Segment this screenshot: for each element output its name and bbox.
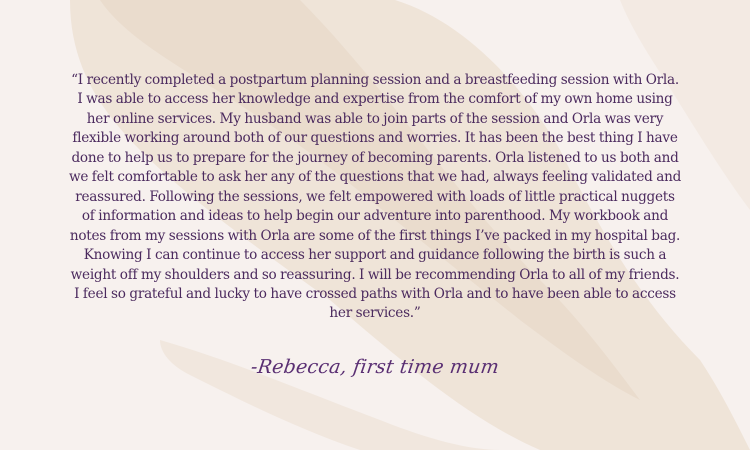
testimonial-signature: -Rebecca, first time mum xyxy=(249,356,501,378)
testimonial-quote: “I recently completed a postpartum planning session and a breastfeeding session with Orla. I was able to access her knowledge and expertise from the comfort of my own home using her online services. My husband was able to join parts of the session and Orla was very flexible working around both of our questions and worries. It has been the best thing I have done to help us to prepare for the journey of becoming parents. Orla listened to us both and we felt comfortable to ask her any of the questions that we had, always feeling validated and reassured. Following the sessions, we felt empowered with loads of little practical nuggets of information and ideas to help begin our adventure into parenthood. My workbook and notes from my sessions with Orla are some of the first things I’ve packed in my hospital bag. Knowing I can continue to access her support and guidance following the birth is such a weight off my shoulders and so reassuring. I will be recommending Orla to all of my friends. I feel so grateful and lucky to have crossed paths with Orla and to have been able to access her services.” xyxy=(68,72,682,322)
